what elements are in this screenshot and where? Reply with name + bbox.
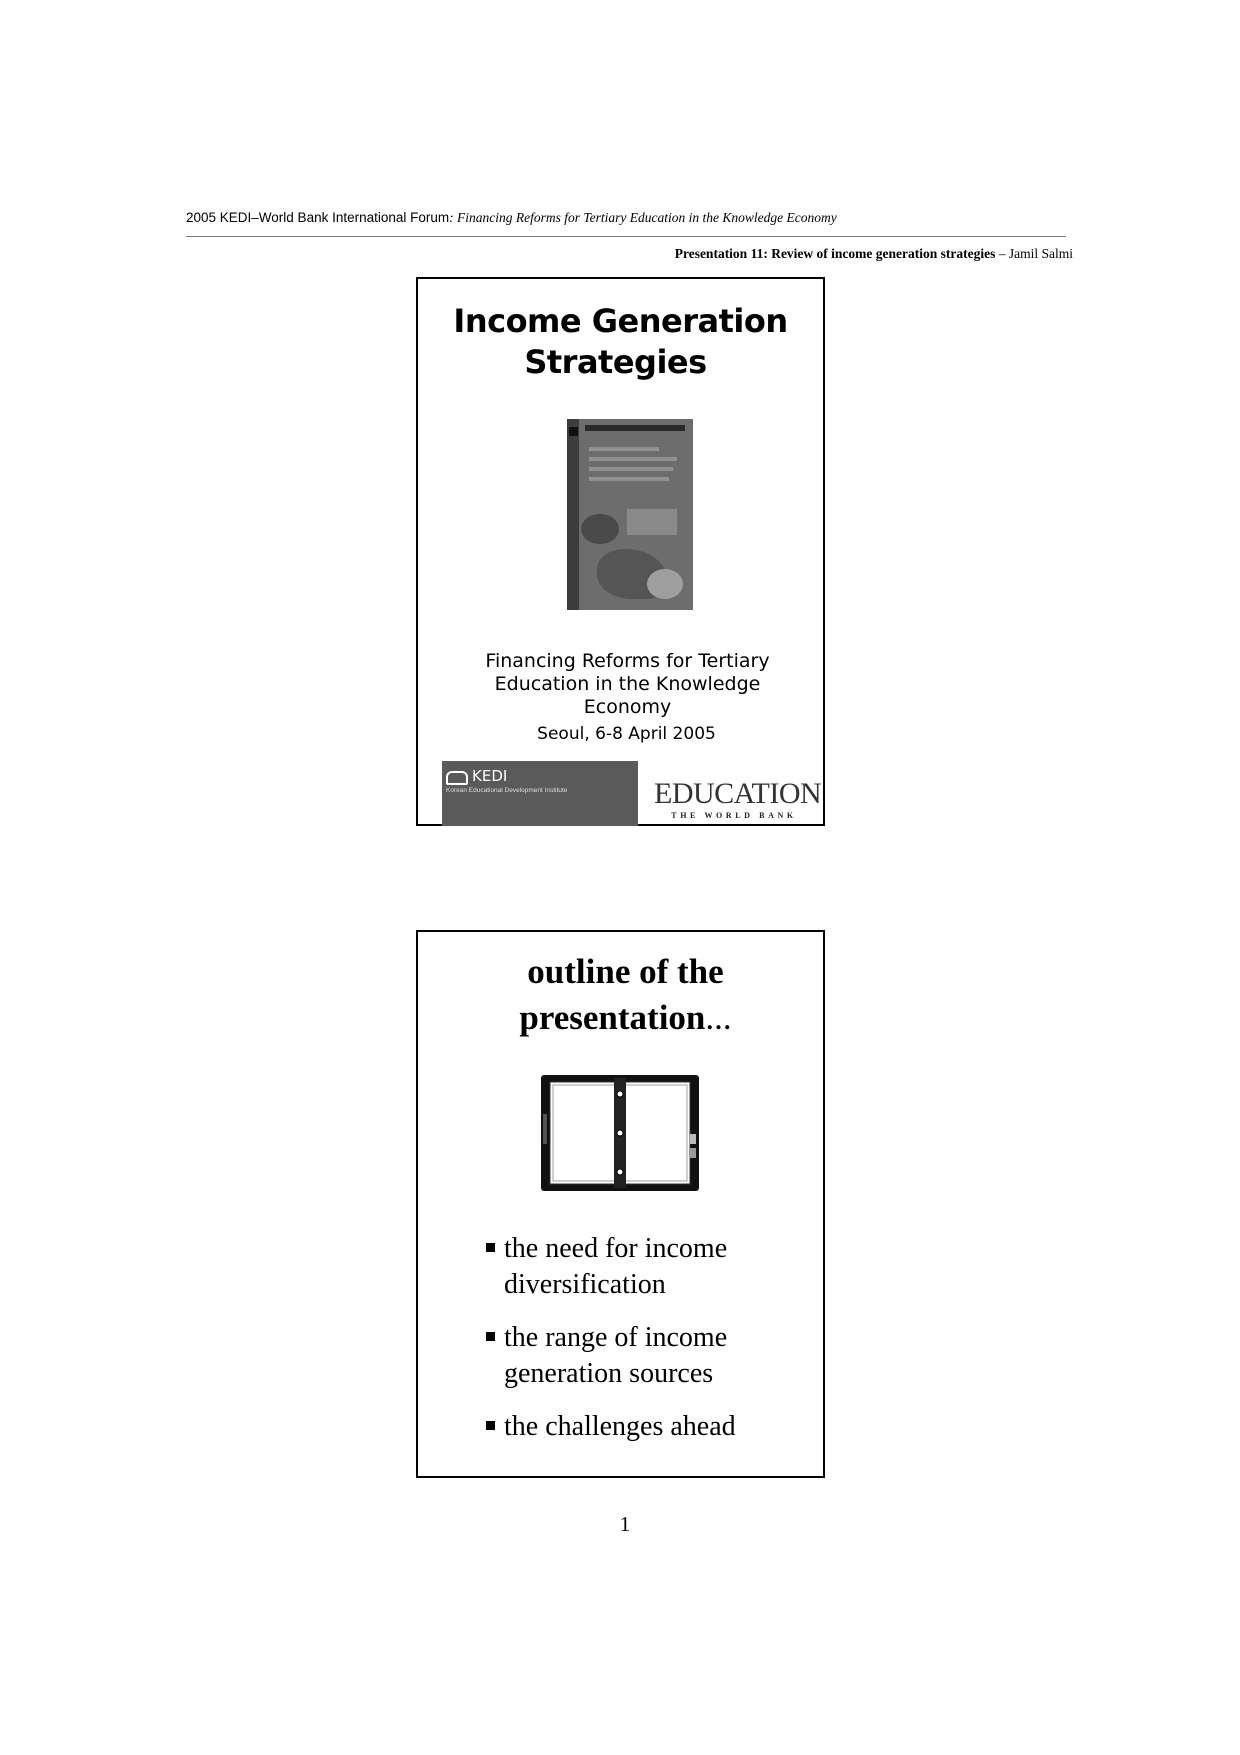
slide-title <box>416 277 825 826</box>
slide1-title <box>418 301 823 383</box>
slide1-subtitle-line2: Education in the Knowledge <box>494 673 761 695</box>
slide2-title-line2-wrap <box>428 995 823 1041</box>
slide2-title-line1: outline of the <box>527 952 724 991</box>
outline-list <box>486 1231 736 1462</box>
outline-item <box>486 1231 736 1303</box>
slide2-title-ellipsis: ... <box>705 998 732 1037</box>
slide-outline <box>416 930 825 1478</box>
kedi-logo <box>442 761 638 826</box>
header-forum-title <box>186 210 837 226</box>
outline-item-line1: the range of income <box>504 1322 728 1353</box>
outline-item <box>486 1320 736 1392</box>
header-forum-theme: : Financing Reforms for Tertiary Education in the Knowledge Economy <box>449 210 837 225</box>
book-cover-image <box>567 419 693 610</box>
slide2-title <box>418 949 823 1041</box>
header-presentation-info <box>675 246 1073 262</box>
slide2-title-line2: presentation <box>519 998 706 1037</box>
outline-item-line1: the challenges ahead <box>504 1411 736 1442</box>
slide1-subtitle <box>418 650 823 719</box>
square-bullet-icon <box>486 1332 495 1341</box>
header-forum-name: 2005 KEDI–World Bank International Forum <box>186 210 450 225</box>
world-bank-education-logo <box>654 777 822 827</box>
outline-item-line2: generation sources <box>504 1358 714 1389</box>
presentation-author: – Jamil Salmi <box>995 246 1073 261</box>
outline-item-line2: diversification <box>504 1269 666 1300</box>
square-bullet-icon <box>486 1421 495 1430</box>
header-divider <box>186 236 1066 237</box>
slide1-title-line2: Strategies <box>524 343 707 381</box>
kedi-emblem-icon <box>446 771 468 785</box>
slide1-subtitle-line1: Financing Reforms for Tertiary <box>485 650 770 672</box>
slide1-date: Seoul, 6-8 April 2005 <box>537 724 716 744</box>
education-logo-subtitle: THE WORLD BANK <box>671 811 797 820</box>
kedi-logo-description: Korean Educational Development Institute <box>446 787 568 794</box>
square-bullet-icon <box>486 1243 495 1252</box>
slide1-subtitle-line3: Economy <box>583 696 672 718</box>
presentation-title: Presentation 11: Review of income generation strategies <box>674 246 996 261</box>
education-logo-word: EDUCATION <box>654 777 822 810</box>
binder-icon <box>540 1074 700 1192</box>
kedi-logo-name: KEDI <box>472 767 508 785</box>
page-number: 1 <box>619 1512 631 1536</box>
outline-item-line1: the need for income <box>504 1233 728 1264</box>
slide1-title-line1: Income Generation <box>453 302 788 340</box>
outline-item <box>486 1409 736 1445</box>
